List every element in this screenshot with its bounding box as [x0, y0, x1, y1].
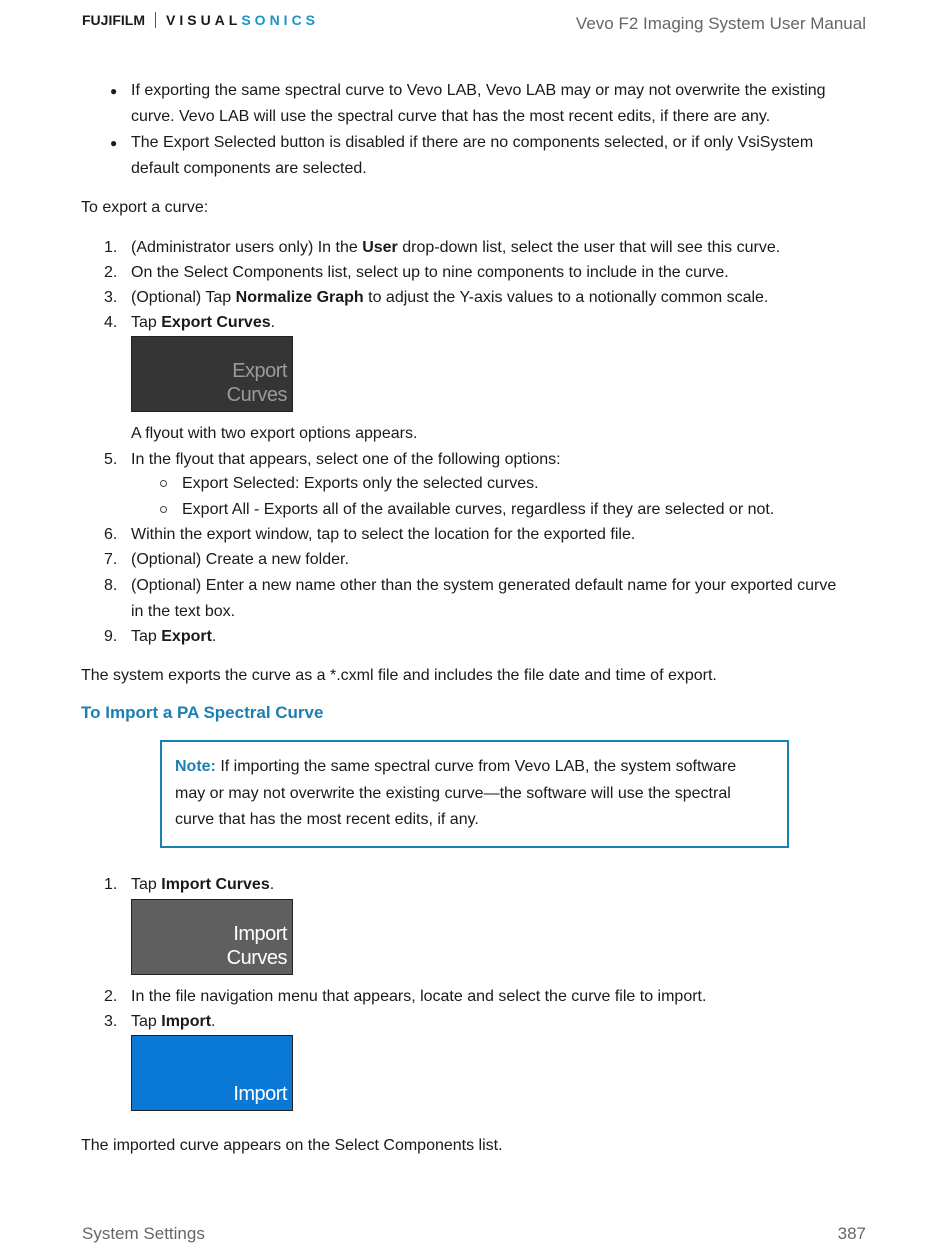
import-curves-button[interactable]: [131, 899, 293, 975]
step-number: 3.: [104, 1013, 118, 1030]
logo-visual: VISUAL: [166, 12, 242, 28]
export-step-3: (Optional) Tap Normalize Graph to adjust the Y-axis values to a notionally common scale.: [131, 289, 769, 306]
step-number: 8.: [104, 577, 118, 594]
circle-bullet-icon: [160, 480, 167, 487]
note-line-2: may or may not overwrite the existing curve—the software will use the spectral: [175, 785, 731, 802]
note-line-1: Note: If importing the same spectral curve from Vevo LAB, the system software: [175, 758, 737, 775]
export-step-9: Tap Export.: [131, 628, 217, 645]
import-step-2: In the file navigation menu that appears, locate and select the curve file to import.: [131, 988, 707, 1005]
page-number: 387: [837, 1224, 866, 1243]
export-step-2: On the Select Components list, select up to nine components to include in the curve.: [131, 264, 729, 281]
manual-title: Vevo F2 Imaging System User Manual: [575, 14, 866, 33]
step-number: 2.: [104, 988, 118, 1005]
bullet-1-line-2: curve. Vevo LAB will use the spectral curve that has the most recent edits, if there are any.: [131, 108, 771, 125]
fujifilm-visualsonics-logo: [82, 12, 319, 28]
logo-brand: FUJIFILM: [82, 12, 145, 28]
import-summary: The imported curve appears on the Select Components list.: [81, 1137, 503, 1154]
export-intro: To export a curve:: [81, 199, 209, 216]
export-step-7: (Optional) Create a new folder.: [131, 551, 349, 568]
export-step-6: Within the export window, tap to select the location for the exported file.: [131, 526, 636, 543]
export-option-all: Export All - Exports all of the available curves, regardless if they are selected or not.: [182, 501, 775, 518]
step-number: 2.: [104, 264, 118, 281]
export-step-4: Tap Export Curves.: [131, 314, 276, 331]
export-step-8-line-1: (Optional) Enter a new name other than the system generated default name for your exported curve: [131, 577, 837, 594]
step-number: 1.: [104, 876, 118, 893]
bullet-2-line-1: The Export Selected button is disabled if there are no components selected, or if only VsiSystem: [131, 134, 814, 151]
logo-divider: [155, 12, 156, 28]
step-number: 3.: [104, 289, 118, 306]
export-curves-button-label: Export Curves: [226, 360, 287, 406]
export-step-5: In the flyout that appears, select one of the following options:: [131, 451, 561, 468]
import-step-3: Tap Import.: [131, 1013, 216, 1030]
footer-section-name: System Settings: [82, 1224, 205, 1243]
bullet-2-line-2: default components are selected.: [131, 160, 367, 177]
import-section-heading: To Import a PA Spectral Curve: [81, 703, 324, 722]
export-step-1: (Administrator users only) In the User drop-down list, select the user that will see this curve.: [131, 239, 781, 256]
import-curves-button-label: Import Curves: [226, 923, 287, 969]
step-number: 5.: [104, 451, 118, 468]
export-curves-button[interactable]: [131, 336, 293, 412]
note-line-3: curve that has the most recent edits, if any.: [175, 811, 479, 828]
bullet-dot: ●: [110, 84, 118, 98]
export-option-selected: Export Selected: Exports only the selected curves.: [182, 475, 539, 492]
import-button-label: Import: [233, 1083, 287, 1105]
export-step-8-line-2: in the text box.: [131, 603, 236, 620]
step-number: 9.: [104, 628, 118, 645]
step-number: 7.: [104, 551, 118, 568]
export-step-4-result: A flyout with two export options appears.: [131, 425, 418, 442]
step-number: 4.: [104, 314, 118, 331]
step-number: 1.: [104, 239, 118, 256]
export-summary: The system exports the curve as a *.cxml file and includes the file date and time of export.: [81, 667, 717, 684]
note-label: Note:: [175, 758, 216, 775]
logo-sonics: SONICS: [241, 12, 320, 28]
bullet-dot: ●: [110, 136, 118, 150]
step-number: 6.: [104, 526, 118, 543]
bullet-1-line-1: If exporting the same spectral curve to Vevo LAB, Vevo LAB may or may not overwrite the existing: [131, 82, 826, 99]
import-button[interactable]: [131, 1035, 293, 1111]
import-step-1: Tap Import Curves.: [131, 876, 275, 893]
circle-bullet-icon: [160, 506, 167, 513]
